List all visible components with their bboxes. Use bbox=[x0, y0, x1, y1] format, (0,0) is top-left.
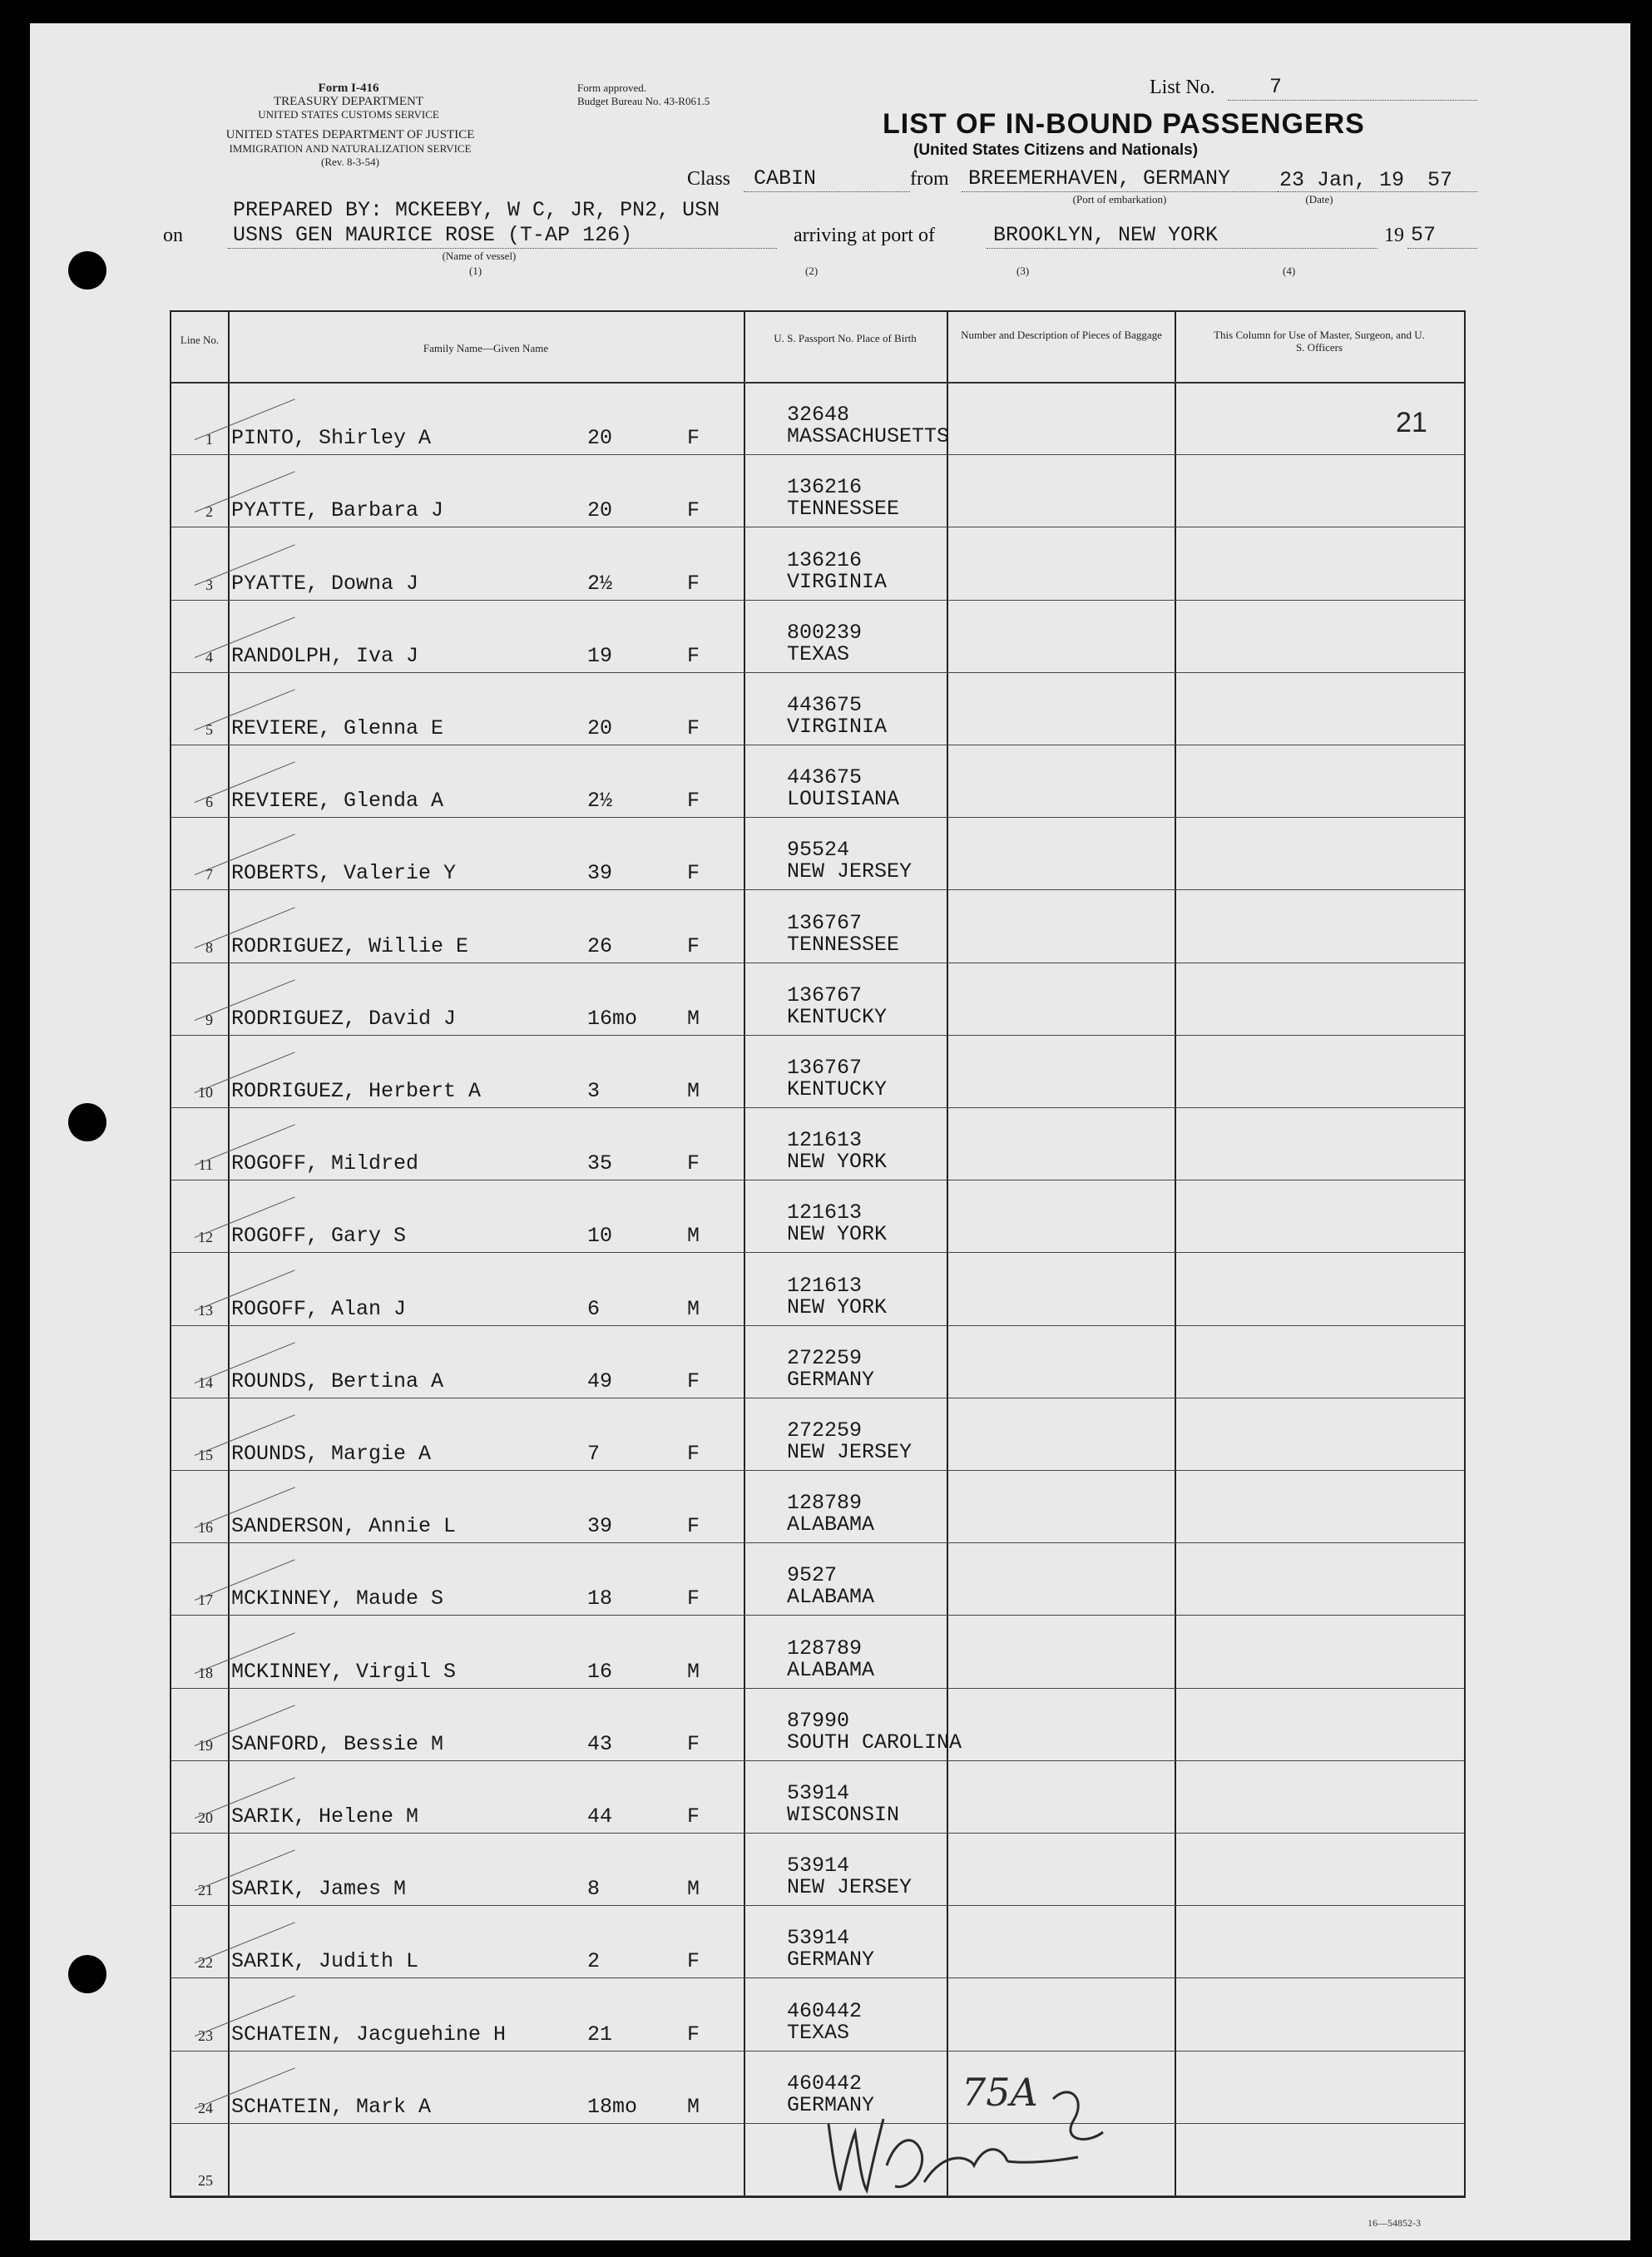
footer-code: 16—54852-3 bbox=[1368, 2217, 1421, 2229]
passport-number: 121613 bbox=[787, 1200, 863, 1225]
embarkation-year: 57 bbox=[1427, 168, 1453, 192]
line-number: 22 bbox=[198, 1954, 213, 1972]
officer-note: 21 bbox=[1396, 407, 1427, 438]
line-number: 25 bbox=[198, 2172, 213, 2189]
arriving-port: BROOKLYN, NEW YORK bbox=[993, 223, 1219, 247]
passenger-table bbox=[170, 310, 1466, 2198]
line-number: 3 bbox=[205, 576, 213, 593]
class-underline bbox=[744, 191, 910, 192]
passenger-age: 7 bbox=[587, 1442, 601, 1466]
line-number: 15 bbox=[198, 1447, 213, 1463]
passenger-name: REVIERE, Glenda A bbox=[231, 789, 444, 814]
passenger-name: ROGOFF, Gary S bbox=[231, 1224, 407, 1249]
passport-number: 53914 bbox=[787, 1854, 850, 1878]
passport-number: 136216 bbox=[787, 547, 863, 572]
header-baggage: Number and Description of Pieces of Baggage bbox=[961, 329, 1162, 341]
arrival-year: 57 bbox=[1411, 223, 1437, 247]
form-number: Form I-416 bbox=[318, 82, 379, 95]
passenger-sex: F bbox=[687, 1514, 700, 1539]
passenger-age: 6 bbox=[587, 1296, 601, 1321]
row-rule bbox=[171, 1542, 1464, 1543]
col-4-marker: (4) bbox=[1283, 265, 1296, 277]
passenger-age: 21 bbox=[587, 2022, 613, 2047]
row-rule bbox=[171, 889, 1464, 890]
place-of-birth: GERMANY bbox=[787, 1367, 875, 1392]
place-of-birth: WISCONSIN bbox=[787, 1803, 900, 1827]
passenger-sex: F bbox=[687, 789, 700, 814]
passenger-sex: F bbox=[687, 933, 700, 958]
passenger-age: 18mo bbox=[587, 2094, 638, 2119]
passenger-name: PYATTE, Barbara J bbox=[231, 498, 444, 523]
passport-number: 460442 bbox=[787, 1998, 863, 2023]
passenger-name: MCKINNEY, Virgil S bbox=[231, 1659, 457, 1684]
line-number: 13 bbox=[198, 1301, 213, 1319]
passenger-sex: F bbox=[687, 716, 700, 740]
date-underline bbox=[1278, 191, 1477, 192]
passport-number: 53914 bbox=[787, 1781, 850, 1805]
line-number: 6 bbox=[205, 794, 213, 811]
passenger-sex: F bbox=[687, 498, 700, 523]
passenger-name: PYATTE, Downa J bbox=[231, 571, 419, 596]
passenger-age: 2½ bbox=[587, 571, 613, 596]
passenger-age: 2½ bbox=[587, 789, 613, 814]
passenger-age: 44 bbox=[587, 1804, 613, 1829]
header-bottom-rule bbox=[171, 382, 1464, 384]
arriving-label: arriving at port of bbox=[794, 225, 935, 246]
place-of-birth: MASSACHUSETTS bbox=[787, 424, 950, 449]
row-rule bbox=[171, 1760, 1464, 1761]
passenger-name: SARIK, James M bbox=[231, 1877, 407, 1902]
header-line-no: Line No. bbox=[180, 334, 220, 346]
customs-service: UNITED STATES CUSTOMS SERVICE bbox=[258, 108, 439, 121]
row-rule bbox=[171, 2051, 1464, 2052]
passenger-name: PINTO, Shirley A bbox=[231, 426, 432, 451]
passenger-name: RANDOLPH, Iva J bbox=[231, 643, 419, 668]
place-of-birth: KENTUCKY bbox=[787, 1077, 888, 1101]
row-rule bbox=[171, 1107, 1464, 1108]
place-of-birth: ALABAMA bbox=[787, 1585, 875, 1610]
passenger-name: RODRIGUEZ, David J bbox=[231, 1006, 457, 1031]
passenger-name: ROGOFF, Alan J bbox=[231, 1296, 407, 1321]
passenger-name: SCHATEIN, Mark A bbox=[231, 2094, 432, 2119]
passport-number: 272259 bbox=[787, 1345, 863, 1370]
row-rule bbox=[171, 600, 1464, 601]
line-number: 24 bbox=[198, 2099, 213, 2116]
passenger-sex: M bbox=[687, 1877, 700, 1902]
line-number: 12 bbox=[198, 1229, 213, 1246]
row-rule bbox=[171, 672, 1464, 673]
form-approved: Form approved. bbox=[577, 82, 647, 94]
passenger-age: 35 bbox=[587, 1151, 613, 1176]
treasury-dept: TREASURY DEPARTMENT bbox=[273, 95, 424, 108]
rev-date: (Rev. 8-3-54) bbox=[321, 156, 379, 168]
vessel-underline bbox=[228, 248, 777, 249]
passenger-name: ROUNDS, Margie A bbox=[231, 1442, 432, 1466]
document-sheet bbox=[30, 23, 1630, 2240]
passenger-name: REVIERE, Glenna E bbox=[231, 716, 444, 740]
port-of-embarkation: BREEMERHAVEN, GERMANY bbox=[968, 166, 1231, 191]
passport-number: 87990 bbox=[787, 1708, 850, 1733]
passenger-sex: F bbox=[687, 861, 700, 886]
divider-passport bbox=[947, 312, 948, 2196]
place-of-birth: NEW JERSEY bbox=[787, 1440, 913, 1464]
passenger-name: SANDERSON, Annie L bbox=[231, 1514, 457, 1539]
line-number: 16 bbox=[198, 1519, 213, 1537]
line-number: 5 bbox=[205, 721, 213, 738]
handwritten-note: 75A bbox=[962, 2070, 1038, 2115]
place-of-birth: KENTUCKY bbox=[787, 1004, 888, 1029]
ins-service: IMMIGRATION AND NATURALIZATION SERVICE bbox=[229, 142, 472, 155]
passenger-sex: F bbox=[687, 1442, 700, 1466]
passport-number: 32648 bbox=[787, 403, 850, 428]
passenger-age: 20 bbox=[587, 498, 613, 523]
passport-number: 136767 bbox=[787, 1056, 863, 1080]
place-of-birth: TEXAS bbox=[787, 2020, 850, 2045]
date-caption: (Date) bbox=[1305, 193, 1333, 205]
passenger-age: 3 bbox=[587, 1079, 601, 1103]
row-rule bbox=[171, 1615, 1464, 1616]
passenger-name: RODRIGUEZ, Willie E bbox=[231, 933, 469, 958]
row-rule bbox=[171, 1252, 1464, 1253]
passenger-sex: F bbox=[687, 1586, 700, 1611]
place-of-birth: NEW JERSEY bbox=[787, 859, 913, 884]
line-number: 4 bbox=[205, 648, 213, 666]
place-of-birth: SOUTH CAROLINA bbox=[787, 1730, 962, 1755]
place-of-birth: VIRGINIA bbox=[787, 569, 888, 594]
line-number: 1 bbox=[205, 431, 213, 448]
place-of-birth: ALABAMA bbox=[787, 1512, 875, 1537]
line-number: 19 bbox=[198, 1736, 213, 1754]
header-passport: U. S. Passport No. Place of Birth bbox=[774, 332, 917, 344]
row-rule bbox=[171, 1035, 1464, 1036]
page-subtitle: (United States Citizens and Nationals) bbox=[913, 141, 1199, 159]
line-number: 17 bbox=[198, 1591, 213, 1609]
passport-number: 53914 bbox=[787, 1926, 850, 1951]
passenger-sex: M bbox=[687, 1006, 700, 1031]
passenger-name: SCHATEIN, Jacguehine H bbox=[231, 2022, 507, 2047]
vessel-name: USNS GEN MAURICE ROSE (T-AP 126) bbox=[233, 223, 633, 247]
passport-number: 136216 bbox=[787, 475, 863, 500]
passenger-name: ROGOFF, Mildred bbox=[231, 1151, 419, 1176]
row-rule bbox=[171, 1470, 1464, 1471]
place-of-birth: GERMANY bbox=[787, 1948, 875, 1972]
passenger-age: 49 bbox=[587, 1369, 613, 1393]
line-number: 18 bbox=[198, 1664, 213, 1681]
passenger-age: 18 bbox=[587, 1586, 613, 1611]
col-2-marker: (2) bbox=[805, 265, 819, 277]
passenger-sex: F bbox=[687, 426, 700, 451]
arrival-year-prefix: 19 bbox=[1384, 225, 1404, 246]
place-of-birth: NEW YORK bbox=[787, 1222, 888, 1247]
passport-number: 121613 bbox=[787, 1273, 863, 1298]
row-rule bbox=[171, 1688, 1464, 1689]
list-no-label: List No. bbox=[1150, 77, 1215, 98]
row-rule bbox=[171, 454, 1464, 455]
passenger-name: SARIK, Judith L bbox=[231, 1949, 419, 1974]
line-number: 20 bbox=[198, 1809, 213, 1826]
embarkation-date: 23 Jan, 19 bbox=[1279, 168, 1405, 192]
from-label: from bbox=[910, 168, 949, 190]
punch-hole-bottom bbox=[68, 1955, 106, 1993]
passenger-sex: M bbox=[687, 1659, 700, 1684]
passport-number: 95524 bbox=[787, 838, 850, 863]
divider-line-no bbox=[228, 312, 230, 2196]
passport-number: 121613 bbox=[787, 1128, 863, 1153]
passenger-sex: M bbox=[687, 1296, 700, 1321]
passport-number: 800239 bbox=[787, 620, 863, 645]
col-3-marker: (3) bbox=[1016, 265, 1030, 277]
passenger-name: MCKINNEY, Maude S bbox=[231, 1586, 444, 1611]
place-of-birth: LOUISIANA bbox=[787, 787, 900, 812]
list-no-underline bbox=[1228, 100, 1477, 101]
passenger-name: ROBERTS, Valerie Y bbox=[231, 861, 457, 886]
passenger-age: 2 bbox=[587, 1949, 601, 1974]
header-name: Family Name—Given Name bbox=[423, 342, 549, 354]
passenger-sex: F bbox=[687, 1369, 700, 1393]
divider-name bbox=[744, 312, 745, 2196]
passenger-age: 20 bbox=[587, 716, 613, 740]
passenger-sex: M bbox=[687, 1079, 700, 1103]
passenger-sex: F bbox=[687, 1731, 700, 1756]
row-rule bbox=[171, 817, 1464, 818]
class-label: Class bbox=[687, 168, 731, 190]
place-of-birth: NEW YORK bbox=[787, 1150, 888, 1175]
divider-baggage bbox=[1175, 312, 1176, 2196]
class-value: CABIN bbox=[754, 166, 817, 191]
place-of-birth: ALABAMA bbox=[787, 1657, 875, 1682]
line-number: 9 bbox=[205, 1011, 213, 1028]
passenger-sex: F bbox=[687, 643, 700, 668]
passport-number: 128789 bbox=[787, 1491, 863, 1516]
line-number: 23 bbox=[198, 2027, 213, 2044]
header-officers: This Column for Use of Master, Surgeon, and U. S. Officers bbox=[1214, 329, 1425, 354]
passport-number: 136767 bbox=[787, 910, 863, 935]
col-1-marker: (1) bbox=[469, 265, 482, 277]
page-title: LIST OF IN-BOUND PASSENGERS bbox=[883, 108, 1365, 140]
passenger-age: 19 bbox=[587, 643, 613, 668]
passenger-age: 16 bbox=[587, 1659, 613, 1684]
place-of-birth: NEW JERSEY bbox=[787, 1875, 913, 1900]
passenger-age: 20 bbox=[587, 426, 613, 451]
passenger-sex: F bbox=[687, 2022, 700, 2047]
passenger-sex: M bbox=[687, 2094, 700, 2119]
passenger-name: RODRIGUEZ, Herbert A bbox=[231, 1079, 482, 1103]
passport-number: 443675 bbox=[787, 693, 863, 717]
passenger-sex: F bbox=[687, 1804, 700, 1829]
passenger-age: 43 bbox=[587, 1731, 613, 1756]
passenger-sex: F bbox=[687, 1949, 700, 1974]
on-label: on bbox=[163, 225, 183, 246]
line-number: 14 bbox=[198, 1374, 213, 1391]
row-rule bbox=[171, 1833, 1464, 1834]
budget-bureau: Budget Bureau No. 43-R061.5 bbox=[577, 95, 710, 107]
place-of-birth: VIRGINIA bbox=[787, 715, 888, 739]
punch-hole-top bbox=[68, 251, 106, 290]
passenger-age: 8 bbox=[587, 1877, 601, 1902]
row-rule bbox=[171, 1905, 1464, 1906]
passenger-age: 39 bbox=[587, 1514, 613, 1539]
from-underline bbox=[962, 191, 1278, 192]
place-of-birth: GERMANY bbox=[787, 2092, 875, 2117]
place-of-birth: NEW YORK bbox=[787, 1294, 888, 1319]
prepared-by: PREPARED BY: MCKEEBY, W C, JR, PN2, USN bbox=[233, 198, 720, 222]
passport-number: 272259 bbox=[787, 1418, 863, 1443]
passport-number: 9527 bbox=[787, 1563, 838, 1588]
passport-number: 136767 bbox=[787, 982, 863, 1007]
passenger-name: SARIK, Helene M bbox=[231, 1804, 419, 1829]
line-number: 2 bbox=[205, 503, 213, 521]
passenger-age: 16mo bbox=[587, 1006, 638, 1031]
line-number: 8 bbox=[205, 938, 213, 956]
vessel-caption: (Name of vessel) bbox=[442, 250, 517, 262]
list-no-value: 7 bbox=[1269, 75, 1283, 99]
row-rule bbox=[171, 1325, 1464, 1326]
place-of-birth: TENNESSEE bbox=[787, 497, 900, 522]
passport-number: 443675 bbox=[787, 765, 863, 790]
justice-dept: UNITED STATES DEPARTMENT OF JUSTICE bbox=[225, 128, 475, 141]
passenger-sex: F bbox=[687, 571, 700, 596]
place-of-birth: TEXAS bbox=[787, 641, 850, 666]
passport-number: 460442 bbox=[787, 2071, 863, 2096]
passenger-age: 26 bbox=[587, 933, 613, 958]
year-underline bbox=[1407, 248, 1477, 249]
line-number: 21 bbox=[198, 1882, 213, 1899]
line-number: 7 bbox=[205, 866, 213, 883]
passenger-age: 39 bbox=[587, 861, 613, 886]
place-of-birth: TENNESSEE bbox=[787, 932, 900, 957]
passenger-name: ROUNDS, Bertina A bbox=[231, 1369, 444, 1393]
port-underline bbox=[987, 248, 1377, 249]
passenger-age: 10 bbox=[587, 1224, 613, 1249]
punch-hole-middle bbox=[68, 1103, 106, 1141]
port-embark-caption: (Port of embarkation) bbox=[1072, 193, 1167, 205]
passport-number: 128789 bbox=[787, 1636, 863, 1661]
row-rule bbox=[171, 1977, 1464, 1978]
line-number: 11 bbox=[198, 1156, 213, 1174]
passenger-sex: M bbox=[687, 1224, 700, 1249]
passenger-sex: F bbox=[687, 1151, 700, 1176]
passenger-name: SANFORD, Bessie M bbox=[231, 1731, 444, 1756]
line-number: 10 bbox=[198, 1084, 213, 1101]
